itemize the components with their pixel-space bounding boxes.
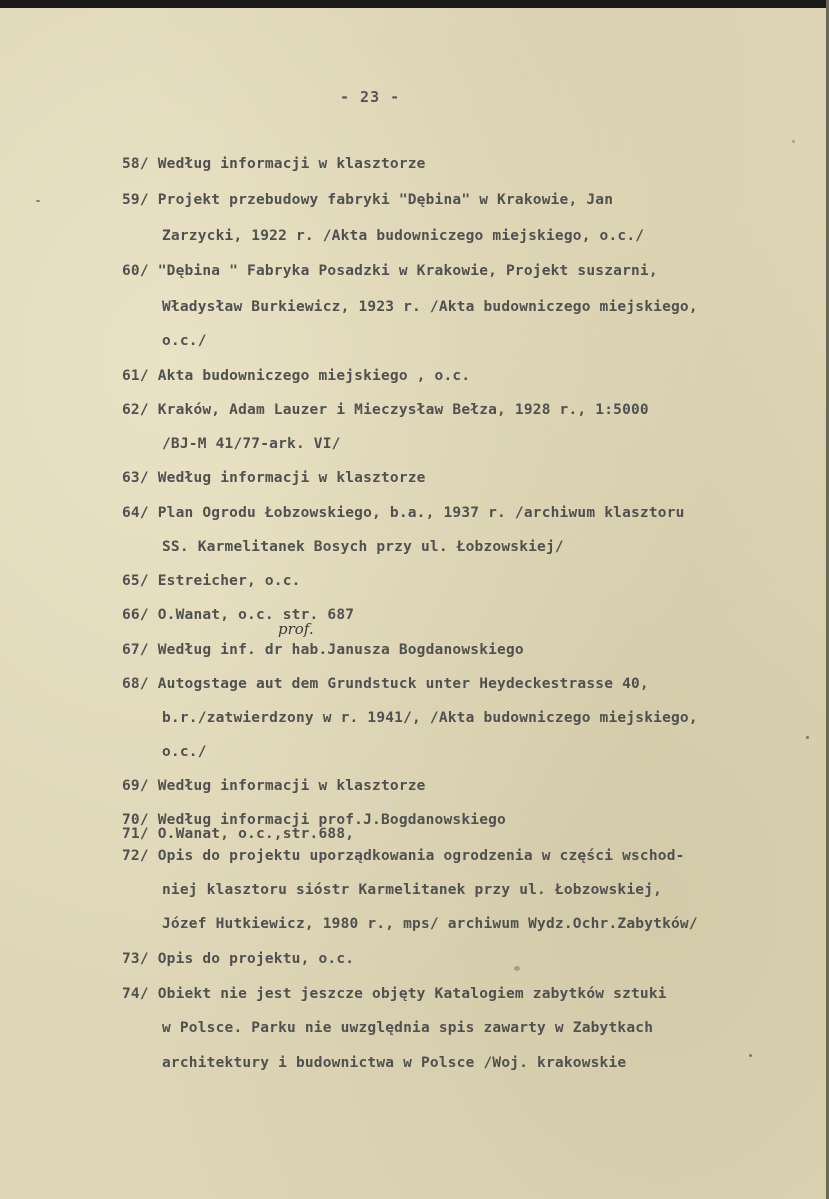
footnote-60-cont-2: o.c./ [162,333,207,349]
footnote-60: 60/ "Dębina " Fabryka Posadzki w Krakowie, Projekt suszarni, [122,263,658,279]
footnote-68-cont: b.r./zatwierdzony w r. 1941/, /Akta budowniczego miejskiego, [162,710,698,726]
footnote-72-cont-2: Józef Hutkiewicz, 1980 r., mps/ archiwum Wydz.Ochr.Zabytków/ [162,916,698,932]
footnote-71: 71/ O.Wanat, o.c.,str.688, [122,826,355,842]
footnote-72-cont: niej klasztoru sióstr Karmelitanek przy ul. Łobzowskiej, [162,882,663,898]
footnote-64: 64/ Plan Ogrodu Łobzowskiego, b.a., 1937 r. /archiwum klasztoru [122,505,685,521]
footnote-74-cont: w Polsce. Parku nie uwzględnia spis zawarty w Zabytkach [162,1020,654,1036]
paper-speck [806,736,809,739]
page-number: - 23 - [340,88,401,106]
footnote-72: 72/ Opis do projektu uporządkowania ogrodzenia w części wschod- [122,848,685,864]
paper-speck [749,1054,752,1057]
footnote-62-cont: /BJ-M 41/77-ark. VI/ [162,436,341,452]
paper-speck [514,966,520,971]
footnote-62: 62/ Kraków, Adam Lauzer i Mieczysław Bełza, 1928 r., 1:5000 [122,402,649,418]
footnote-74: 74/ Obiekt nie jest jeszcze objęty Katalogiem zabytków sztuki [122,986,667,1002]
footnote-61: 61/ Akta budowniczego miejskiego , o.c. [122,368,471,384]
footnote-70: 70/ Według informacji prof.J.Bogdanowskiego [122,812,506,828]
footnote-59-cont: Zarzycki, 1922 r. /Akta budowniczego miejskiego, o.c./ [162,228,645,244]
footnote-67: 67/ Według inf. dr hab.Janusza Bogdanowskiego [122,642,524,658]
footnote-74-cont-2: architektury i budownictwa w Polsce /Woj. krakowskie [162,1055,627,1071]
footnote-59: 59/ Projekt przebudowy fabryki "Dębina" w Krakowie, Jan [122,192,614,208]
footnote-68-cont-2: o.c./ [162,744,207,760]
paper-speck [36,200,40,202]
scan-top-edge [0,0,829,8]
footnote-69: 69/ Według informacji w klasztorze [122,778,426,794]
footnote-64-cont: SS. Karmelitanek Bosych przy ul. Łobzowskiej/ [162,539,564,555]
footnote-66: 66/ O.Wanat, o.c. str. 687 [122,607,355,623]
footnote-63: 63/ Według informacji w klasztorze [122,470,426,486]
footnote-68: 68/ Autogstage aut dem Grundstuck unter Heydeckestrasse 40, [122,676,649,692]
footnote-60-cont: Władysław Burkiewicz, 1923 r. /Akta budowniczego miejskiego, [162,299,698,315]
footnote-65: 65/ Estreicher, o.c. [122,573,301,589]
footnote-73: 73/ Opis do projektu, o.c. [122,951,355,967]
handwritten-prof-note: prof. [278,620,314,638]
paper-speck [792,140,795,143]
footnote-58: 58/ Według informacji w klasztorze [122,156,426,172]
